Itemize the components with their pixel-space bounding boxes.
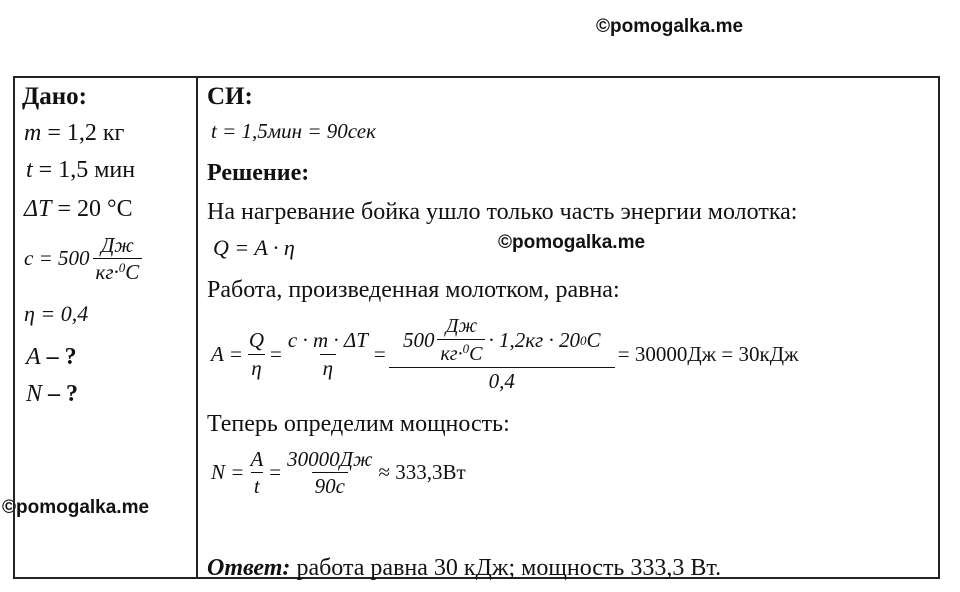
work-fraction-2: [285, 329, 371, 378]
work-result: = 30000Дж = 30кДж: [617, 341, 799, 366]
power-result: ≈ 333,3Вт: [378, 460, 466, 485]
work-f3-den: 0,4: [389, 367, 615, 392]
work-f3-inner-den-celsius: C: [469, 343, 483, 365]
given-delta-t: [24, 197, 133, 221]
power-lhs: N =: [211, 460, 245, 485]
power-fraction-1: [247, 448, 266, 497]
work-lhs: A =: [211, 341, 243, 366]
find-power-question: – ?: [48, 381, 79, 407]
work-f3-num-500: 500: [402, 328, 435, 353]
work-f3-num-celsius: C: [586, 328, 601, 353]
power-f2-num: 30000Дж: [287, 447, 373, 471]
power-f2-den: 90с: [312, 472, 348, 497]
equation-heat: Q = A · η: [213, 235, 295, 260]
work-f3-inner-den-degree: 0: [462, 341, 470, 356]
given-mass-symbol: m: [24, 120, 42, 146]
si-conversion: t = 1,5мин = 90сек: [211, 119, 376, 143]
work-f1-num: Q: [248, 328, 265, 353]
answer-label: Ответ:: [207, 555, 291, 581]
work-f3-num: [400, 316, 604, 367]
given-time: [26, 158, 135, 182]
watermark-middle: ©pomogalka.me: [498, 232, 646, 253]
given-c-unit-num: Дж: [100, 233, 134, 257]
given-time-value: = 1,5 мин: [38, 157, 136, 183]
given-find-power: [26, 382, 78, 406]
work-fraction-1: [246, 329, 267, 378]
given-time-symbol: t: [26, 157, 33, 183]
solution-line-3: Теперь определим мощность:: [207, 411, 510, 437]
find-power-symbol: N: [26, 381, 43, 407]
given-title: Дано:: [22, 83, 87, 110]
given-c-unit: [93, 234, 143, 283]
work-f2-num: c · m · ΔT: [287, 328, 368, 353]
work-f2-den: η: [320, 354, 336, 379]
given-delta-t-symbol: ΔT: [24, 196, 52, 222]
column-divider: [196, 76, 198, 579]
work-f3-inner-num: Дж: [445, 315, 478, 337]
work-f1-den: η: [248, 354, 264, 379]
work-f3-num-degree: 0: [580, 332, 587, 348]
equation-power: [211, 448, 466, 497]
solution-line-1: На нагревание бойка ушло только часть энергии молотка:: [207, 199, 798, 225]
work-eq-1: =: [270, 341, 282, 366]
power-eq: =: [269, 460, 282, 485]
answer-line: [207, 556, 721, 580]
work-fraction-3: [389, 316, 615, 392]
watermark-left: ©pomogalka.me: [2, 497, 150, 518]
given-delta-t-value: = 20 °C: [57, 196, 133, 222]
solution-title: Решение:: [207, 160, 310, 186]
si-title: СИ:: [207, 83, 253, 110]
given-c-unit-den: кг·: [95, 260, 119, 285]
given-c-unit-den-celsius: C: [125, 260, 140, 285]
work-f3-num-rest: · 1,2кг · 20: [488, 328, 580, 353]
power-fraction-2: [284, 448, 375, 497]
given-mass: [24, 121, 124, 145]
power-f1-den: t: [251, 472, 263, 497]
power-f1-num: A: [250, 447, 264, 471]
find-work-symbol: A: [26, 344, 41, 370]
given-efficiency: η = 0,4: [24, 301, 89, 326]
given-c-lhs: c = 500: [24, 246, 90, 271]
solution-line-2: Работа, произведенная молотком, равна:: [207, 277, 620, 303]
watermark-top: ©pomogalka.me: [596, 16, 744, 37]
given-find-work: [26, 345, 77, 369]
given-heat-capacity: [24, 234, 145, 283]
find-work-question: – ?: [46, 344, 77, 370]
work-f3-inner-den: кг·: [440, 343, 463, 365]
work-f3-inner-unit: [437, 316, 485, 365]
answer-text: работа равна 30 кДж; мощность 333,3 Вт.: [296, 555, 722, 581]
work-eq-2: =: [373, 341, 386, 366]
equation-work: [211, 316, 799, 392]
given-c-unit-den-degree: 0: [118, 260, 126, 276]
given-mass-value: = 1,2 кг: [47, 120, 125, 146]
